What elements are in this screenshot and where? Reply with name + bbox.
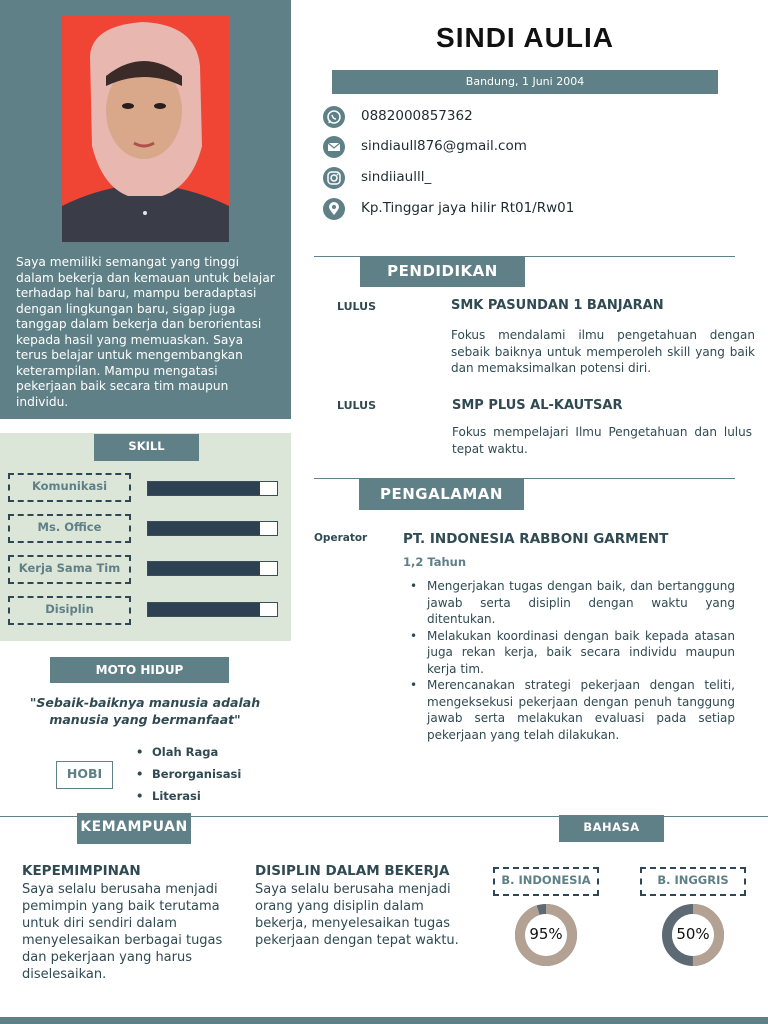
ability-text: Saya selalu berusaha menjadi orang yang disiplin dalam bekerja, menyelesaikan tugas pekerjaan dengan tepat waktu.	[255, 882, 459, 948]
skill-bar-fill	[148, 522, 260, 535]
person-name: SINDI AULIA	[436, 22, 614, 53]
skill-bar	[147, 521, 278, 536]
moto-header: MOTO HIDUP	[50, 657, 229, 683]
language-percent: 50%	[676, 925, 710, 943]
skill-label: Disiplin	[8, 596, 131, 625]
instagram-icon	[323, 167, 345, 189]
language-label: B. INGGRIS	[640, 867, 746, 896]
profile-summary: Saya memiliki semangat yang tinggi dalam bekerja dan kemauan untuk belajar terhadap hal baru, mampu beradaptasi dengan lingkungan baru, sigap juga tanggap dalam bekerja dan berorientasi kepada hasil yang memuaskan. Saya terus belajar untuk mengembangkan keterampilan. Mampu mengatasi pekerjaan baik secara tim maupun individu.	[16, 255, 275, 409]
hobi-label: HOBI	[56, 761, 113, 789]
address: Kp.Tinggar jaya hilir Rt01/Rw01	[361, 200, 575, 216]
company-name: PT. INDONESIA RABBONI GARMENT	[403, 531, 669, 547]
duty-item: • Merencanakan strategi pekerjaan dengan teliti, mengeksekusi pekerjaan dengan penuh tanggung jawab serta melakukan evaluasi pada setiap pekerjaan yang telah dilakukan.	[427, 677, 735, 743]
kemampuan-header: KEMAMPUAN	[77, 813, 191, 844]
whatsapp-icon	[323, 106, 345, 128]
skill-bar-fill	[148, 482, 260, 495]
skill-bar	[147, 561, 278, 576]
hobi-item: • Literasi	[136, 788, 241, 810]
skill-bar	[147, 602, 278, 617]
moto-text: "Sebaik-baiknya manusia adalah manusia yang bermanfaat"	[29, 695, 261, 727]
email-icon	[323, 136, 345, 158]
job-duration: 1,2 Tahun	[403, 555, 467, 569]
education-desc: Fokus mendalami ilmu pengetahuan dengan sebaik baiknya untuk memperoleh skill yang baik dan memaksimalkan potensi diri.	[451, 328, 755, 375]
phone-number: 0882000857362	[361, 108, 473, 124]
duty-item: • Mengerjakan tugas dengan baik, dan bertanggung jawab serta disiplin dengan waktu yang ditentukan.	[427, 578, 735, 628]
skill-label: Komunikasi	[8, 473, 131, 502]
school-name: SMK PASUNDAN 1 BANJARAN	[451, 298, 664, 313]
skill-label: Ms. Office	[8, 514, 131, 543]
skill-bar	[147, 481, 278, 496]
birth-date: Bandung, 1 Juni 2004	[332, 70, 718, 94]
school-name: SMP PLUS AL-KAUTSAR	[452, 398, 623, 413]
ability-text: Saya selalu berusaha menjadi pemimpin yang baik terutama untuk diri sendiri dalam menyelesaikan berbagai tugas dan pekerjaan yang harus diselesaikan.	[22, 882, 223, 982]
footer-bar	[0, 1017, 768, 1024]
skill-label: Kerja Sama Tim	[8, 555, 131, 584]
hobi-list	[136, 744, 241, 810]
language-percent: 95%	[529, 925, 563, 943]
pendidikan-header: PENDIDIKAN	[360, 257, 525, 287]
duty-item: • Melakukan koordinasi dengan baik kepada atasan juga rekan kerja, baik secara individu maupun kerja tim.	[427, 628, 735, 678]
hobi-item: • Berorganisasi	[136, 766, 241, 788]
profile-photo	[62, 16, 229, 242]
job-role: Operator	[314, 532, 368, 544]
education-desc: Fokus mempelajari Ilmu Pengetahuan dan lulus tepat waktu.	[452, 425, 752, 456]
email-address: sindiaull876@gmail.com	[361, 138, 527, 154]
skill-bar-fill	[148, 603, 260, 616]
ability-title: KEPEMIMPINAN	[22, 863, 141, 879]
education-status: LULUS	[337, 399, 377, 412]
ability-title: DISIPLIN DALAM BEKERJA	[255, 863, 450, 879]
location-pin-icon	[323, 198, 345, 220]
skill-header: SKILL	[94, 434, 199, 461]
job-duties	[427, 578, 735, 743]
skill-bar-fill	[148, 562, 260, 575]
hobi-item: • Olah Raga	[136, 744, 241, 766]
education-status: LULUS	[337, 300, 377, 313]
instagram-handle: sindiiaulll_	[361, 169, 432, 185]
language-label: B. INDONESIA	[493, 867, 599, 896]
bahasa-header: BAHASA	[559, 815, 664, 842]
pengalaman-header: PENGALAMAN	[359, 479, 524, 510]
